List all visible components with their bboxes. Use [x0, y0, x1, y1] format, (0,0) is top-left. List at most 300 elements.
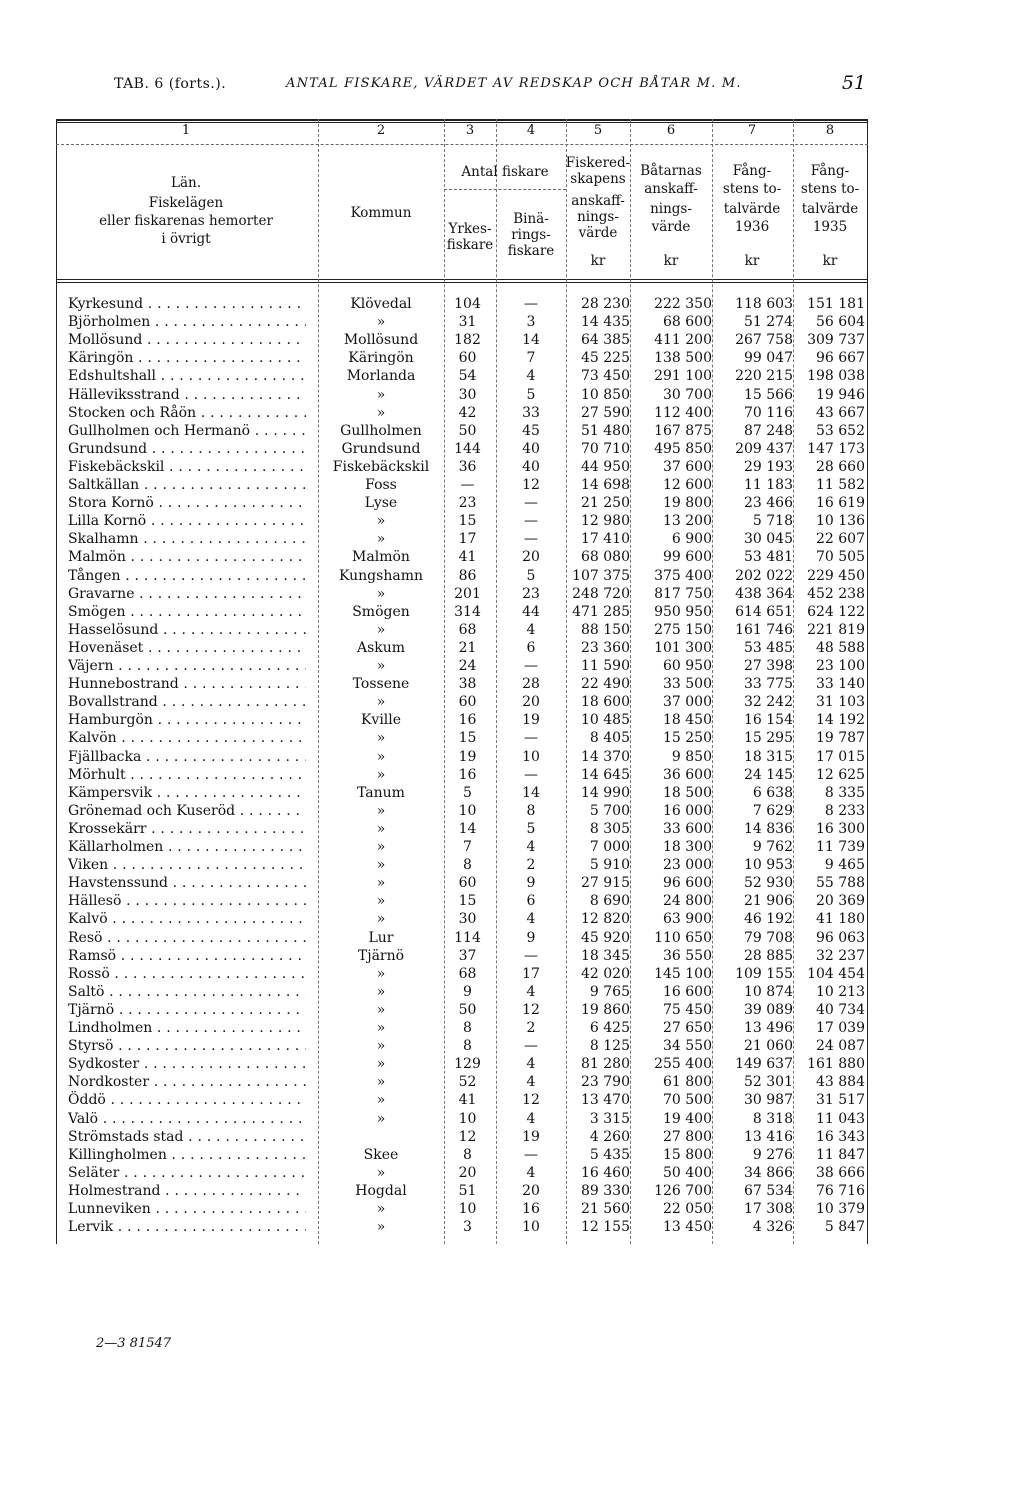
row-batar-value: 68 600: [663, 314, 712, 331]
row-batar-value: 63 900: [663, 911, 712, 928]
row-fangst-1936: 99 047: [744, 350, 793, 367]
row-binaringsfiskare: —: [524, 495, 538, 512]
row-kommun: »: [376, 314, 386, 331]
row-yrkesfiskare: 8: [463, 857, 472, 874]
page-header: [114, 72, 866, 96]
row-redskap-value: 22 490: [581, 676, 630, 693]
row-redskap-value: 45 920: [581, 929, 630, 946]
row-redskap-value: 6 425: [589, 1020, 630, 1036]
row-fangst-1936: 23 466: [744, 495, 793, 512]
row-batar-value: 36 600: [663, 766, 712, 783]
row-batar-value: 6 900: [671, 531, 712, 548]
header-year-1936: 1936: [734, 219, 770, 235]
row-fangst-1936: 9 276: [752, 1146, 793, 1163]
table-row: [56, 892, 868, 910]
row-location: Hunnebostrand . . .: [68, 675, 306, 693]
row-location: Smögen . . .: [68, 603, 306, 621]
row-batar-value: 27 650: [663, 1020, 712, 1036]
row-fangst-1936: 51 274: [744, 314, 793, 331]
row-location: Fjällbacka . . .: [68, 748, 306, 766]
row-location: Saltkällan . . .: [68, 476, 306, 494]
row-fangst-1936: 6 638: [752, 784, 793, 801]
row-redskap-value: 42 020: [581, 965, 630, 982]
table-row: [56, 386, 868, 404]
row-binaringsfiskare: 4: [526, 983, 536, 1000]
row-yrkesfiskare: 37: [458, 947, 477, 964]
row-location: Hamburgön . . .: [68, 711, 306, 729]
row-fangst-1935: 8 233: [824, 802, 865, 819]
row-fangst-1936: 209 437: [735, 440, 793, 457]
row-redskap-value: 88 150: [581, 621, 630, 638]
table-row: [56, 820, 868, 838]
table-row: [56, 1164, 868, 1182]
row-batar-value: 33 500: [663, 676, 712, 693]
row-binaringsfiskare: 4: [526, 1056, 536, 1073]
row-fangst-1936: 10 953: [744, 857, 793, 874]
header-binaringsfiskare: fiskare: [507, 243, 555, 259]
row-binaringsfiskare: 40: [522, 440, 540, 457]
header-skapens: skapens: [570, 171, 626, 187]
row-kommun: »: [376, 1092, 386, 1109]
row-fangst-1936: 33 775: [744, 676, 793, 693]
row-location: Hasselösund . . .: [68, 621, 306, 639]
row-fangst-1935: 161 880: [807, 1056, 865, 1073]
row-location: Resö . . .: [68, 929, 306, 947]
header-hemorter: eller fiskarenas hemorter: [99, 213, 273, 229]
row-fangst-1935: 70 505: [816, 549, 865, 566]
row-batar-value: 50 400: [663, 1164, 712, 1181]
row-batar-value: 950 950: [654, 603, 712, 620]
row-fangst-1935: 104 454: [807, 965, 865, 982]
row-fangst-1936: 202 022: [735, 567, 793, 584]
row-binaringsfiskare: 20: [522, 694, 540, 711]
row-fangst-1935: 76 716: [816, 1182, 865, 1199]
row-fangst-1935: 40 734: [816, 1001, 865, 1018]
header-unit-kr-8: kr: [822, 253, 838, 269]
row-fangst-1935: 17 015: [816, 748, 865, 765]
row-batar-value: 167 875: [654, 422, 712, 439]
row-fangst-1935: 31 517: [816, 1092, 865, 1109]
row-batar-value: 126 700: [654, 1182, 712, 1199]
row-yrkesfiskare: 8: [463, 1038, 472, 1055]
row-redskap-value: 17 410: [581, 531, 630, 548]
header-unit-kr-5: kr: [590, 253, 606, 269]
row-batar-value: 18 300: [663, 839, 712, 855]
row-yrkesfiskare: 201: [454, 585, 481, 602]
row-fangst-1936: 29 193: [744, 458, 793, 475]
header-varde-6: värde: [651, 219, 691, 235]
header-batarnas: Båtarnas: [640, 163, 702, 179]
row-batar-value: 18 500: [663, 784, 712, 801]
row-fangst-1936: 52 301: [744, 1074, 793, 1091]
row-binaringsfiskare: 3: [526, 314, 536, 331]
row-yrkesfiskare: 114: [454, 929, 481, 946]
header-lan: Län.: [171, 175, 201, 191]
row-redskap-value: 89 330: [581, 1182, 630, 1199]
row-fangst-1936: 220 215: [735, 368, 793, 385]
row-yrkesfiskare: 21: [458, 639, 477, 656]
row-fangst-1936: 18 315: [744, 748, 793, 765]
row-location: Holmestrand . . .: [68, 1182, 306, 1200]
header-rings: rings-: [511, 227, 551, 243]
row-fangst-1936: 5 718: [752, 513, 793, 530]
row-binaringsfiskare: —: [524, 296, 538, 312]
row-yrkesfiskare: 52: [458, 1074, 477, 1091]
fishery-table: [56, 119, 868, 1244]
row-redskap-value: 21 560: [581, 1201, 630, 1217]
row-fangst-1935: 19 787: [816, 730, 865, 747]
row-batar-value: 291 100: [654, 368, 712, 385]
row-fangst-1936: 30 987: [744, 1092, 793, 1109]
row-fangst-1935: 43 884: [816, 1074, 865, 1091]
row-binaringsfiskare: 10: [522, 748, 540, 765]
row-fangst-1935: 33 140: [816, 676, 865, 693]
row-fangst-1936: 30 045: [744, 531, 793, 548]
row-location: Stocken och Råön . . .: [68, 404, 306, 422]
row-yrkesfiskare: 20: [458, 1164, 477, 1181]
row-location: Havstenssund . . .: [68, 874, 306, 892]
row-kommun: »: [376, 1110, 386, 1127]
row-fangst-1935: 147 173: [807, 440, 865, 457]
table-row: [56, 603, 868, 621]
row-fangst-1936: 67 534: [744, 1182, 793, 1199]
row-redskap-value: 14 698: [581, 477, 630, 493]
row-kommun: »: [376, 875, 386, 892]
row-kommun: Käringön: [348, 350, 414, 367]
row-binaringsfiskare: 33: [522, 404, 540, 421]
row-kommun: Kville: [360, 712, 402, 729]
column-number-rule: [56, 144, 868, 145]
row-redskap-value: 8 305: [589, 820, 630, 837]
row-location: Mörhult . . .: [68, 766, 306, 784]
header-fiskered: Fiskered-: [565, 155, 631, 171]
row-fangst-1935: 16 619: [816, 495, 865, 512]
row-yrkesfiskare: 31: [458, 314, 477, 331]
table-row: [56, 1182, 868, 1200]
row-fangst-1936: 10 874: [744, 983, 793, 1000]
row-fangst-1935: 10 136: [816, 513, 865, 530]
row-redskap-value: 18 600: [581, 694, 630, 711]
row-yrkesfiskare: —: [460, 477, 475, 493]
row-yrkesfiskare: 42: [458, 404, 477, 421]
table-row: [56, 802, 868, 820]
row-location: Skalhamn . . .: [68, 530, 306, 548]
row-location: Källarholmen . . .: [68, 838, 306, 856]
table-row: [56, 1073, 868, 1091]
row-yrkesfiskare: 86: [458, 567, 477, 584]
row-binaringsfiskare: 5: [526, 820, 536, 837]
row-fangst-1935: 23 100: [816, 658, 865, 674]
row-fangst-1936: 39 089: [744, 1001, 793, 1018]
row-yrkesfiskare: 17: [458, 531, 477, 548]
row-fangst-1935: 624 122: [807, 603, 865, 620]
row-fangst-1935: 24 087: [816, 1038, 865, 1055]
row-yrkesfiskare: 51: [458, 1182, 477, 1199]
row-location: Väjern . . .: [68, 657, 306, 675]
row-binaringsfiskare: 7: [526, 350, 536, 367]
row-binaringsfiskare: 45: [522, 422, 540, 439]
row-yrkesfiskare: 54: [458, 368, 477, 385]
row-redskap-value: 3 315: [589, 1110, 630, 1127]
row-kommun: »: [376, 1074, 386, 1091]
header-yrkes: Yrkes-: [448, 221, 492, 237]
row-location: Malmön . . .: [68, 548, 306, 566]
row-fangst-1936: 13 496: [744, 1020, 793, 1036]
table-row: [56, 313, 868, 331]
row-yrkesfiskare: 16: [458, 712, 477, 729]
row-binaringsfiskare: —: [524, 730, 538, 747]
row-fangst-1935: 22 607: [816, 531, 865, 548]
table-row: [56, 1200, 868, 1218]
table-row: [56, 1110, 868, 1128]
row-yrkesfiskare: 41: [458, 1092, 477, 1109]
table-row: [56, 856, 868, 874]
table-row: [56, 458, 868, 476]
column-number-6: 6: [666, 123, 676, 138]
row-yrkesfiskare: 38: [458, 676, 477, 693]
row-redskap-value: 73 450: [581, 368, 630, 385]
row-binaringsfiskare: 14: [522, 332, 540, 349]
row-binaringsfiskare: —: [524, 513, 538, 530]
row-location: Bovallstrand . . .: [68, 693, 306, 711]
row-binaringsfiskare: 28: [522, 676, 540, 693]
header-stens-8: stens to-: [800, 181, 860, 197]
row-yrkesfiskare: 19: [458, 748, 477, 765]
row-yrkesfiskare: 7: [463, 839, 472, 855]
row-kommun: »: [376, 1164, 386, 1181]
row-binaringsfiskare: —: [524, 766, 538, 783]
table-row: [56, 1146, 868, 1164]
row-fangst-1936: 17 308: [744, 1201, 793, 1217]
row-redskap-value: 4 260: [589, 1128, 630, 1145]
row-yrkesfiskare: 60: [458, 694, 477, 711]
row-fangst-1936: 267 758: [735, 332, 793, 349]
row-fangst-1935: 9 465: [824, 857, 865, 874]
row-yrkesfiskare: 8: [463, 1020, 472, 1036]
row-location: Lervik . . .: [68, 1218, 306, 1236]
row-redskap-value: 81 280: [581, 1056, 630, 1073]
row-location: Kalvön . . .: [68, 729, 306, 747]
row-batar-value: 36 550: [663, 947, 712, 964]
row-location: Seläter . . .: [68, 1164, 306, 1182]
row-batar-value: 110 650: [654, 929, 712, 946]
row-fangst-1935: 20 369: [816, 893, 865, 910]
table-row: [56, 639, 868, 657]
row-redskap-value: 27 590: [581, 404, 630, 421]
row-fangst-1936: 28 885: [744, 947, 793, 964]
row-redskap-value: 107 375: [572, 567, 630, 584]
row-redskap-value: 51 480: [581, 422, 630, 439]
row-yrkesfiskare: 23: [458, 495, 477, 512]
row-fangst-1935: 10 213: [816, 983, 865, 1000]
row-fangst-1936: 53 485: [744, 639, 793, 656]
row-kommun: »: [376, 839, 386, 855]
row-batar-value: 61 800: [663, 1074, 712, 1091]
table-reference: TAB. 6 (forts.).: [114, 76, 227, 92]
row-redskap-value: 8 690: [589, 893, 630, 910]
table-row: [56, 1128, 868, 1146]
table-row: [56, 567, 868, 585]
row-kommun: Klövedal: [350, 296, 412, 312]
row-fangst-1936: 21 906: [744, 893, 793, 910]
row-yrkesfiskare: 41: [458, 549, 477, 566]
table-row: [56, 1037, 868, 1055]
row-fangst-1935: 309 737: [807, 332, 865, 349]
column-number-2: 2: [376, 123, 386, 138]
row-fangst-1936: 24 145: [744, 766, 793, 783]
row-redskap-value: 11 590: [581, 658, 630, 674]
row-batar-value: 33 600: [663, 820, 712, 837]
row-batar-value: 23 000: [663, 857, 712, 874]
row-batar-value: 70 500: [663, 1092, 712, 1109]
row-yrkesfiskare: 50: [458, 1001, 477, 1018]
table-row: [56, 983, 868, 1001]
header-yrkesfiskare: fiskare: [446, 237, 494, 253]
row-batar-value: 15 250: [663, 730, 712, 747]
row-kommun: »: [376, 802, 386, 819]
row-redskap-value: 64 385: [581, 332, 630, 349]
row-kommun: »: [376, 531, 386, 548]
table-row: [56, 965, 868, 983]
row-kommun: Hogdal: [355, 1182, 407, 1199]
row-kommun: »: [376, 1219, 386, 1236]
table-row: [56, 748, 868, 766]
row-redskap-value: 8 405: [589, 730, 630, 747]
table-row: [56, 404, 868, 422]
row-fangst-1935: 11 847: [816, 1146, 865, 1163]
table-row: [56, 1055, 868, 1073]
header-group-rule: [444, 189, 566, 190]
row-kommun: »: [376, 513, 386, 530]
row-location: Käringön . . .: [68, 349, 306, 367]
row-fangst-1935: 10 379: [816, 1201, 865, 1217]
row-batar-value: 222 350: [654, 296, 712, 312]
row-fangst-1935: 8 335: [824, 784, 865, 801]
row-yrkesfiskare: 15: [458, 730, 477, 747]
row-batar-value: 60 950: [663, 658, 712, 674]
row-fangst-1936: 9 762: [752, 839, 793, 855]
row-binaringsfiskare: 16: [522, 1201, 540, 1217]
row-yrkesfiskare: 129: [454, 1056, 481, 1073]
row-batar-value: 99 600: [663, 549, 712, 566]
column-number-4: 4: [526, 123, 536, 138]
row-redskap-value: 12 820: [581, 911, 630, 928]
row-redskap-value: 8 125: [589, 1038, 630, 1055]
row-yrkesfiskare: 9: [463, 983, 472, 1000]
row-yrkesfiskare: 60: [458, 875, 477, 892]
row-redskap-value: 14 370: [581, 748, 630, 765]
row-yrkesfiskare: 16: [458, 766, 477, 783]
row-yrkesfiskare: 10: [458, 802, 477, 819]
row-redskap-value: 18 345: [581, 947, 630, 964]
row-batar-value: 13 450: [663, 1219, 712, 1236]
row-binaringsfiskare: 5: [526, 567, 536, 584]
row-kommun: Tanum: [357, 784, 405, 801]
row-fangst-1936: 11 183: [744, 477, 793, 493]
row-location: Strömstads stad . . .: [68, 1128, 306, 1146]
row-kommun: »: [376, 911, 386, 928]
row-location: Rossö . . .: [68, 965, 306, 983]
table-row: [56, 711, 868, 729]
table-header-rule-thin: [56, 282, 868, 283]
table-row: [56, 585, 868, 603]
row-fangst-1935: 19 946: [816, 386, 865, 403]
row-fangst-1935: 31 103: [816, 694, 865, 711]
row-kommun: »: [376, 748, 386, 765]
row-binaringsfiskare: 4: [526, 621, 536, 638]
row-location: Sydkoster . . .: [68, 1055, 306, 1073]
row-kommun: »: [376, 1038, 386, 1055]
row-batar-value: 19 800: [663, 495, 712, 512]
header-talvarde-8: talvärde: [801, 201, 859, 217]
row-fangst-1936: 46 192: [744, 911, 793, 928]
row-fangst-1935: 96 667: [816, 350, 865, 367]
row-batar-value: 255 400: [654, 1056, 712, 1073]
row-fangst-1936: 21 060: [744, 1038, 793, 1055]
table-row: [56, 729, 868, 747]
row-fangst-1936: 15 295: [744, 730, 793, 747]
row-location: Gullholmen och Hermanö . . .: [68, 422, 306, 440]
row-fangst-1935: 151 181: [807, 296, 865, 312]
table-row: [56, 874, 868, 892]
table-row: [56, 1091, 868, 1109]
row-yrkesfiskare: 182: [454, 332, 481, 349]
table-row: [56, 494, 868, 512]
row-kommun: Mollösund: [343, 332, 419, 349]
row-fangst-1935: 11 043: [816, 1110, 865, 1127]
row-location: Nordkoster . . .: [68, 1073, 306, 1091]
row-fangst-1935: 53 652: [816, 422, 865, 439]
table-row: [56, 440, 868, 458]
header-talvarde-7: talvärde: [723, 201, 781, 217]
row-redskap-value: 12 980: [581, 513, 630, 530]
header-kommun: Kommun: [350, 205, 412, 221]
row-location: Grundsund . . .: [68, 440, 306, 458]
row-kommun: »: [376, 694, 386, 711]
row-location: Björholmen . . .: [68, 313, 306, 331]
row-kommun: »: [376, 965, 386, 982]
row-location: Kalvö . . .: [68, 910, 306, 928]
row-yrkesfiskare: 15: [458, 893, 477, 910]
row-kommun: Foss: [365, 477, 397, 493]
row-binaringsfiskare: 2: [526, 857, 536, 874]
table-row: [56, 512, 868, 530]
row-location: Hovenäset . . .: [68, 639, 306, 657]
header-fang-7: Fång-: [732, 163, 772, 179]
row-batar-value: 75 450: [663, 1001, 712, 1018]
row-batar-value: 18 450: [663, 712, 712, 729]
row-kommun: Skee: [363, 1146, 399, 1163]
table-row: [56, 910, 868, 928]
row-fangst-1935: 221 819: [807, 621, 865, 638]
row-batar-value: 19 400: [663, 1110, 712, 1127]
row-kommun: »: [376, 857, 386, 874]
table-top-rule-thin: [56, 122, 868, 123]
row-redskap-value: 10 485: [581, 712, 630, 729]
row-fangst-1935: 11 739: [816, 839, 865, 855]
row-redskap-value: 7 000: [589, 839, 630, 855]
row-yrkesfiskare: 314: [454, 603, 481, 620]
row-fangst-1935: 229 450: [807, 567, 865, 584]
row-yrkesfiskare: 50: [458, 422, 477, 439]
row-binaringsfiskare: 12: [522, 1001, 540, 1018]
row-kommun: Lur: [368, 929, 394, 946]
header-year-1935: 1935: [812, 219, 848, 235]
column-number-7: 7: [747, 123, 757, 138]
row-yrkesfiskare: 30: [458, 911, 477, 928]
row-binaringsfiskare: 19: [522, 712, 540, 729]
row-redskap-value: 14 645: [581, 766, 630, 783]
